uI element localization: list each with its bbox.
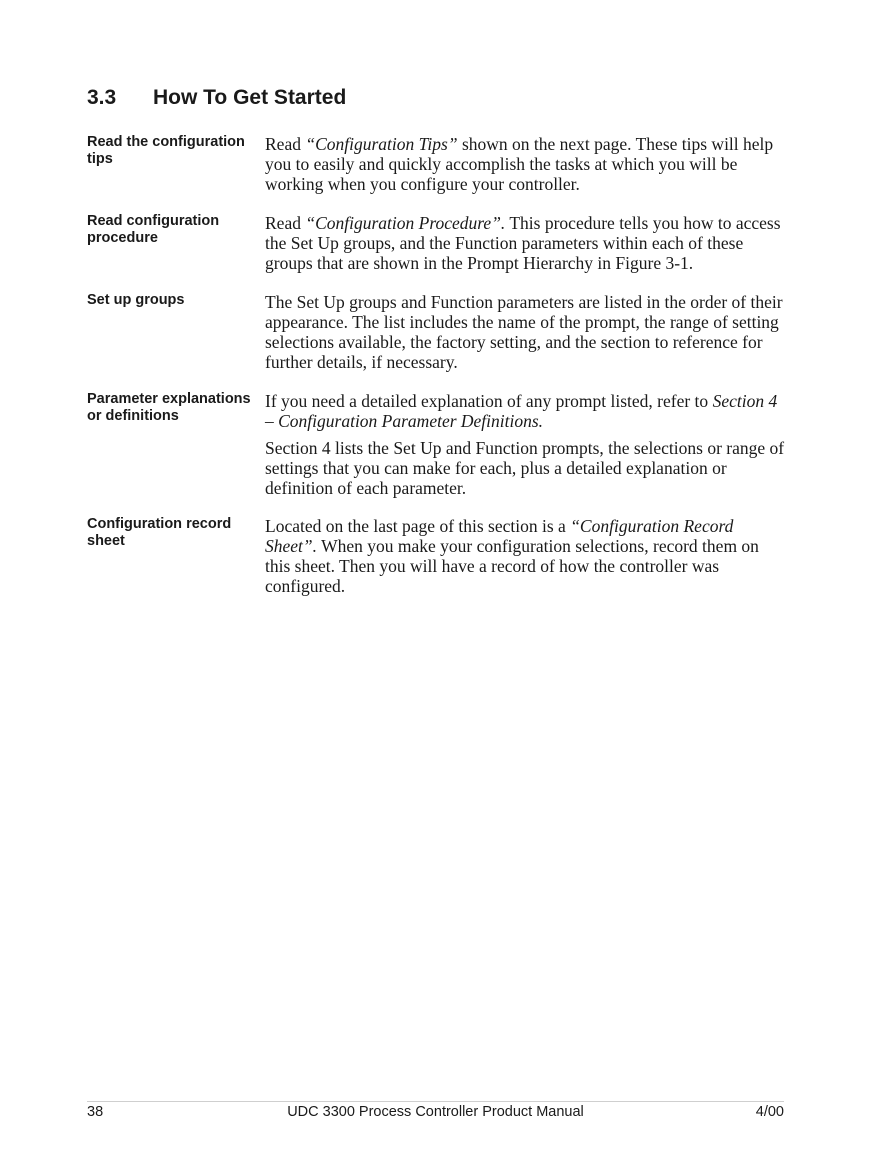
- entry-label: Parameter explanations or definitions: [87, 391, 251, 424]
- section-title: How To Get Started: [153, 86, 347, 109]
- emphasis-text: “Configuration Tips”: [305, 134, 458, 154]
- footer-date: 4/00: [755, 1104, 784, 1120]
- footer-page-number: 38: [87, 1104, 104, 1120]
- footer-divider: [87, 1101, 784, 1102]
- emphasis-text: “Configuration Procedure”.: [305, 213, 506, 233]
- entry-body: [265, 516, 785, 596]
- entry-paragraph: Read “Configuration Tips” shown on the next page. These tips will help you to easily and quickly accomplish the tasks at which you will be working when you configure your controller.: [265, 134, 774, 194]
- section-number: 3.3: [87, 86, 117, 109]
- entry-paragraph: Located on the last page of this section is a “Configuration Record Sheet”. When you make your configuration selections, record them on this sheet. Then you will have a record of how the controller was configured.: [265, 516, 759, 596]
- footer-manual-title: UDC 3300 Process Controller Product Manual: [287, 1104, 584, 1120]
- entry-paragraph: If you need a detailed explanation of any prompt listed, refer to Section 4 – Configuration Parameter Definitions.: [265, 391, 778, 431]
- entry-body: [265, 134, 785, 194]
- page-footer: [87, 1104, 784, 1122]
- emphasis-text: Section 4 – Configuration Parameter Definitions.: [265, 391, 778, 431]
- entry-label: Read configuration procedure: [87, 213, 220, 246]
- entry-body: [265, 213, 785, 273]
- section-heading: [87, 86, 346, 110]
- entry-body: [265, 292, 785, 372]
- entry-label: Read the configuration tips: [87, 134, 245, 167]
- emphasis-text: “Configuration Record Sheet”.: [265, 516, 734, 556]
- entry-label: Configuration record sheet: [87, 516, 232, 549]
- entry-paragraph: The Set Up groups and Function parameters are listed in the order of their appearance. The list includes the name of the prompt, the range of setting selections available, the factory setting, and the section to reference for further details, if necessary.: [265, 292, 783, 372]
- entry-label: Set up groups: [87, 292, 185, 308]
- entry-paragraph: Read “Configuration Procedure”. This procedure tells you how to access the Set Up groups, and the Function parameters within each of these groups that are shown in the Prompt Hierarchy in Figure 3-1.: [265, 213, 781, 273]
- entry-body: [265, 391, 785, 498]
- entry-paragraph: Section 4 lists the Set Up and Function prompts, the selections or range of settings that you can make for each, plus a detailed explanation or definition of each parameter.: [265, 438, 785, 498]
